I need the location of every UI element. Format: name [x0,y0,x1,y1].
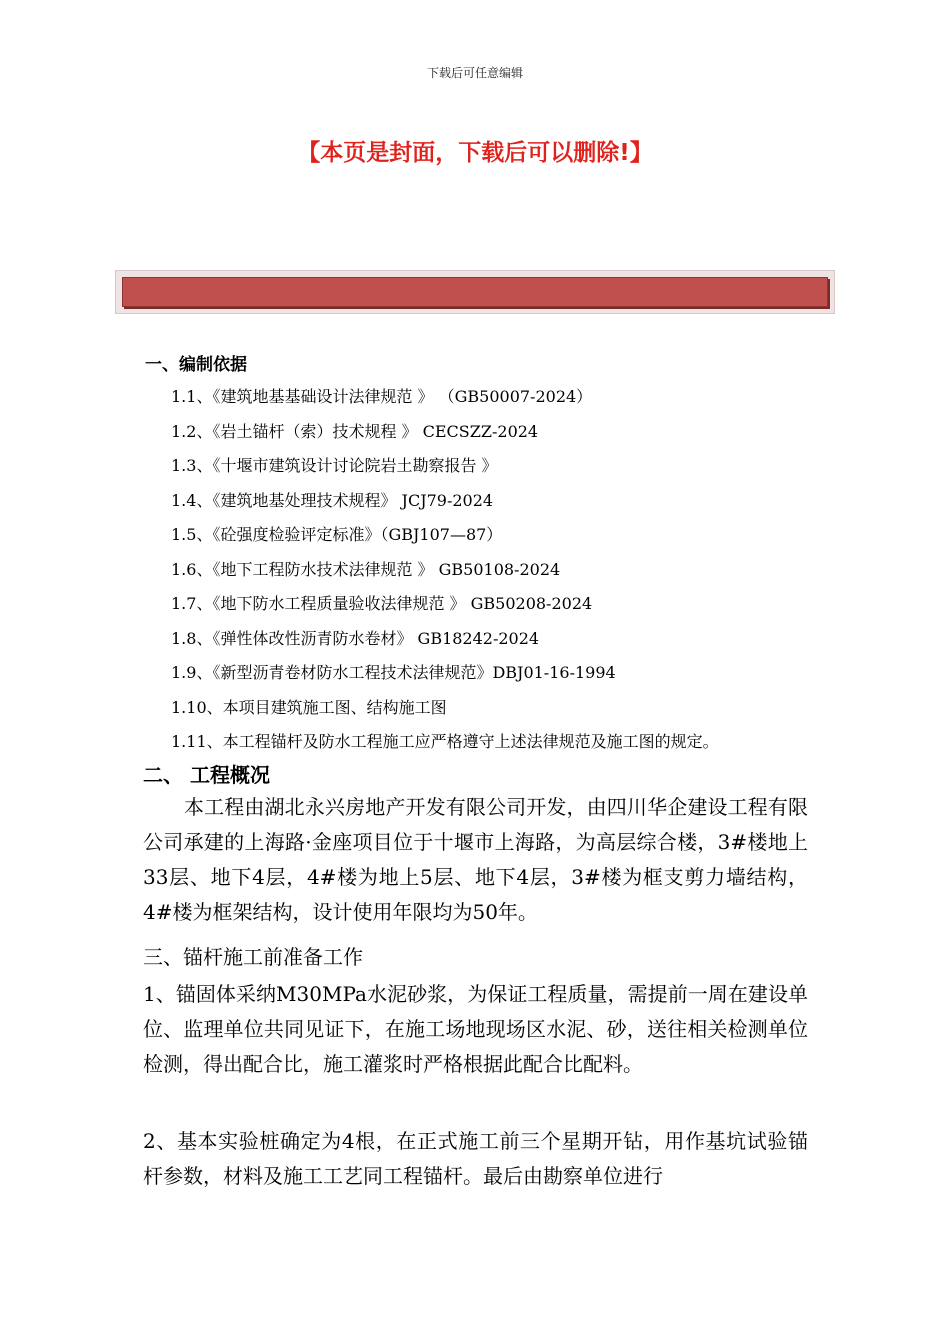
reference-item: 1.7、《地下防水工程质量验收法律规范 》 GB50208-2024 [171,594,593,613]
header-note: 下载后可任意编辑 [426,66,523,80]
title-banner-bar [122,277,828,307]
reference-item: 1.6、《地下工程防水技术法律规范 》 GB50108-2024 [171,559,561,579]
reference-item: 1.5、《砼强度检验评定标准》（GBJ107—87） [171,525,503,544]
reference-item: 1.9、《新型沥青卷材防水工程技术法律规范》DBJ01-16-1994 [171,663,616,682]
reference-item: 1.11、本工程锚杆及防水工程施工应严格遵守上述法律规范及施工图的规定。 [171,732,719,751]
title-banner [115,270,835,314]
project-overview-paragraph: 本工程由湖北永兴房地产开发有限公司开发，由四川华企建设工程有限公司承建的上海路·金座项目位于十堰市上海路，为高层综合楼，3#楼地上33层、地下4层，4#楼为地上5层、地下4层，3#楼为框支剪力墙结构，4#楼为框架结构，设计使用年限均为50年。 [143,795,808,924]
preparation-paragraph-2: 2、基本实验桩确定为4根，在正式施工前三个星期开钻，用作基坑试验锚杆参数，材料及施工工艺同工程锚杆。最后由勘察单位进行 [143,1129,808,1188]
reference-item: 1.1、《建筑地基基础设计法律规范 》 （GB50007-2024） [171,387,593,406]
section1-title: 一、编制依据 [145,355,247,375]
reference-item: 1.3、《十堰市建筑设计讨论院岩土勘察报告 》 [171,456,498,475]
reference-list [171,380,831,760]
section3-title: 三、锚杆施工前准备工作 [143,945,363,969]
reference-item: 1.10、本项目建筑施工图、结构施工图 [171,697,447,717]
section2-title: 二、 工程概况 [143,763,270,787]
reference-item: 1.8、《弹性体改性沥青防水卷材》 GB18242-2024 [171,628,540,648]
cover-notice: 【本页是封面，下载后可以删除!】 [297,140,653,166]
reference-item: 1.4、《建筑地基处理技术规程》 JCJ79-2024 [171,490,494,510]
reference-item: 1.2、《岩土锚杆（索）技术规程 》 CECSZZ-2024 [171,421,539,441]
preparation-paragraph-1: 1、锚固体采纳M30MPa水泥砂浆，为保证工程质量，需提前一周在建设单位、监理单位共同见证下，在施工场地现场区水泥、砂，送往相关检测单位检测，得出配合比，施工灌浆时严格根据此配合比配料。 [143,982,808,1076]
